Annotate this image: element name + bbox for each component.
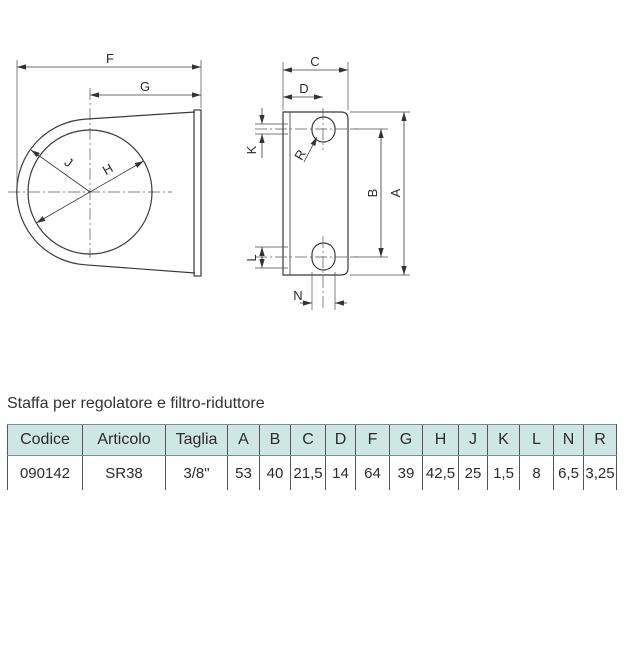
dimension-j	[31, 150, 90, 192]
front-view	[244, 54, 410, 310]
label-n: N	[293, 288, 303, 303]
cell-f: 64	[356, 456, 390, 491]
cell-b: 40	[260, 456, 291, 491]
plate-outline	[283, 112, 348, 275]
technical-drawing	[0, 0, 642, 320]
bracket-outer-contour	[17, 112, 195, 273]
label-c: C	[310, 54, 320, 69]
cell-codice: 090142	[8, 456, 83, 491]
col-header-f: F	[356, 425, 390, 456]
cell-l: 8	[520, 456, 554, 491]
slot-bottom	[312, 243, 335, 270]
cell-a: 53	[228, 456, 260, 491]
label-f: F	[106, 51, 114, 66]
cell-n: 6,5	[554, 456, 584, 491]
side-view	[8, 51, 201, 276]
spec-table	[7, 424, 617, 490]
cell-h: 42,5	[423, 456, 459, 491]
cell-j: 25	[459, 456, 488, 491]
col-header-taglia: Taglia	[166, 425, 228, 456]
table-header-row	[8, 425, 617, 456]
label-d: D	[299, 81, 309, 96]
col-header-k: K	[488, 425, 520, 456]
bracket-plate	[194, 110, 201, 276]
cell-articolo: SR38	[83, 456, 166, 491]
slot-top	[312, 117, 335, 142]
label-r: R	[291, 146, 309, 163]
cell-g: 39	[390, 456, 423, 491]
label-h: H	[99, 160, 116, 178]
col-header-r: R	[584, 425, 617, 456]
col-header-l: L	[520, 425, 554, 456]
label-l: L	[244, 254, 259, 262]
col-header-j: J	[459, 425, 488, 456]
col-header-g: G	[390, 425, 423, 456]
col-header-articolo: Articolo	[83, 425, 166, 456]
label-b: B	[365, 188, 380, 198]
product-title: Staffa per regolatore e filtro-riduttore	[7, 395, 265, 412]
cell-d: 14	[326, 456, 356, 491]
col-header-codice: Codice	[8, 425, 83, 456]
label-j: J	[61, 154, 76, 171]
col-header-c: C	[291, 425, 326, 456]
cell-taglia: 3/8"	[166, 456, 228, 491]
label-g: G	[139, 79, 151, 94]
col-header-d: D	[326, 425, 356, 456]
cell-k: 1,5	[488, 456, 520, 491]
cell-r: 3,25	[584, 456, 617, 491]
cell-c: 21,5	[291, 456, 326, 491]
col-header-b: B	[260, 425, 291, 456]
label-k: K	[244, 145, 259, 155]
table-row	[8, 456, 617, 491]
col-header-n: N	[554, 425, 584, 456]
col-header-h: H	[423, 425, 459, 456]
label-a: A	[388, 188, 403, 198]
col-header-a: A	[228, 425, 260, 456]
